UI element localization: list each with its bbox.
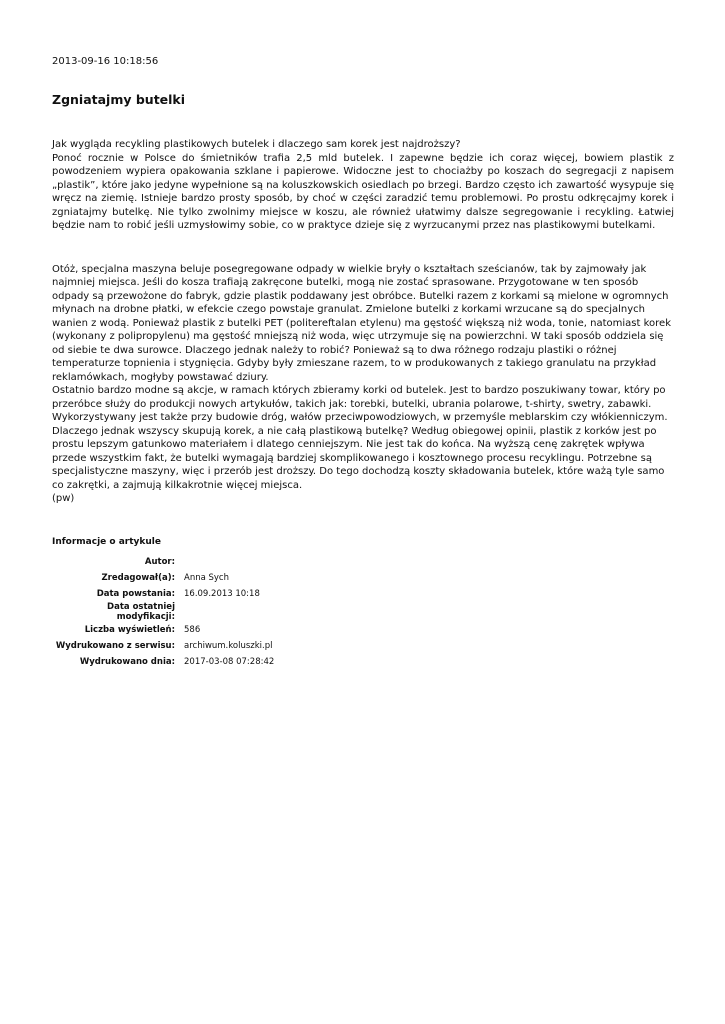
info-label: Zredagował(a): xyxy=(101,572,175,583)
info-label: Liczba wyświetleń: xyxy=(84,624,175,635)
info-value: 16.09.2013 10:18 xyxy=(184,588,260,599)
article-paragraph-body: Otóż, specjalna maszyna beluje posegregowane odpady w wielkie bryły o kształtach sześcianów, tak by zajmowały jak najmniej miejsca. Jeśli do kosza trafiają zakręcone butelki, mogą nie zostać sprasowane. Przygotowane w ten sposób odpady są przewożone do fabryk, gdzie plastik poddawany jest obróbce. Butelki razem z korkami są mielone w ogromnych młynach na drobne płatki, w efekcie czego powstaje granulat. Zmielone butelki z korkami wrzucane są do specjalnych wanien z wodą. Ponieważ plastik z butelki PET (politereftalan etylenu) ma gęstość większą niż woda, tonie, natomiast korek (wykonany z polipropylenu) ma gęstość mniejszą niż woda, więc utrzymuje się na powierzchni. W taki sposób oddziela się od siebie te dwa surowce. Dlaczego jednak należy to robić? Ponieważ są to dwa różnego rodzaju plastiki o różnej temperaturze topnienia i stygnięcia. Gdyby były zmieszane razem, to w produkowanych z takiego granulatu na przykład reklamówkach, mogłyby powstawać dziury. Ostatnio bardzo modne są akcje, w ramach których zbieramy korki od butelek. Jest to bardzo poszukiwany towar, który po przeróbce służy do produkcji nowych artykułów, takich jak: torebki, butelki, ubrania polarowe, t-shirty, swetry, zabawki. Wykorzystywany jest także przy budowie dróg, wałów przeciwpowodziowych, w przemyśle meblarskim czy włókienniczym. Dlaczego jednak wszyscy skupują korek, a nie całą plastikową butelkę? Według obiegowej opinii, plastik z korków jest po prostu lepszym gatunkowo materiałem i dlatego cenniejszym. Nie jest tak do końca. Na wyższą cenę zakrętek wpływa przede wszystkim fakt, że butelki wymagają bardziej skomplikowanego i kosztownego procesu recyklingu. Potrzebne są specjalistyczne maszyny, więc i przerób jest droższy. Do tego dochodzą koszty składowania butelek, które ważą tyle samo co zakrętki, a zajmują kilkakrotnie więcej miejsca. (pw) xyxy=(52,263,671,504)
info-row-views xyxy=(52,622,274,638)
info-value: Anna Sych xyxy=(184,572,229,583)
article-info-heading: Informacje o artykule xyxy=(52,536,161,547)
article-info-table xyxy=(52,554,274,670)
article-title: Zgniatajmy butelki xyxy=(52,92,186,107)
article-timestamp: 2013-09-16 10:18:56 xyxy=(52,56,159,67)
info-row-printed-on xyxy=(52,654,274,670)
info-row-editor xyxy=(52,570,274,586)
info-value xyxy=(184,602,274,622)
info-row-printed-from xyxy=(52,638,274,654)
info-label: Data ostatniej modyfikacji: xyxy=(107,601,175,622)
info-value: 586 xyxy=(184,624,201,635)
info-value xyxy=(184,554,274,570)
info-label: Wydrukowano dnia: xyxy=(79,656,175,667)
info-label: Data powstania: xyxy=(96,588,175,599)
printed-article xyxy=(52,56,674,670)
article-paragraph-intro: Jak wygląda recykling plastikowych butelek i dlaczego sam korek jest najdroższy? Ponoć rocznie w Polsce do śmietników trafia 2,5 mld butelek. I zapewne będzie ich coraz więcej, bowiem plastik z powodzeniem wypiera opakowania szklane i papierowe. Widoczne jest to chociażby po koszach do segregacji z napisem „plastik”, które jako jedyne wypełnione są na koluszkowskich osiedlach po brzegi. Bardzo często ich zawartość wysypuje się wręcz na ziemię. Istnieje bardzo prosty sposób, by choć w części zaradzić temu problemowi. Po prostu odkręcajmy korek i zgniatajmy butelkę. Nie tylko zwolnimy miejsce w koszu, ale również ułatwimy dalsze segregowanie i recykling. Łatwiej będzie nam to robić jeśli uzmysłowimy sobie, co w praktyce dzieje się z wyrzucanymi przez nas plastikowymi butelkami. xyxy=(52,139,674,231)
info-value: 2017-03-08 07:28:42 xyxy=(184,656,275,667)
info-row-created xyxy=(52,586,274,602)
info-label: Autor: xyxy=(144,556,175,567)
info-value: archiwum.koluszki.pl xyxy=(184,640,273,651)
info-row-author xyxy=(52,554,274,570)
info-row-modified xyxy=(52,602,274,622)
info-label: Wydrukowano z serwisu: xyxy=(55,640,175,651)
